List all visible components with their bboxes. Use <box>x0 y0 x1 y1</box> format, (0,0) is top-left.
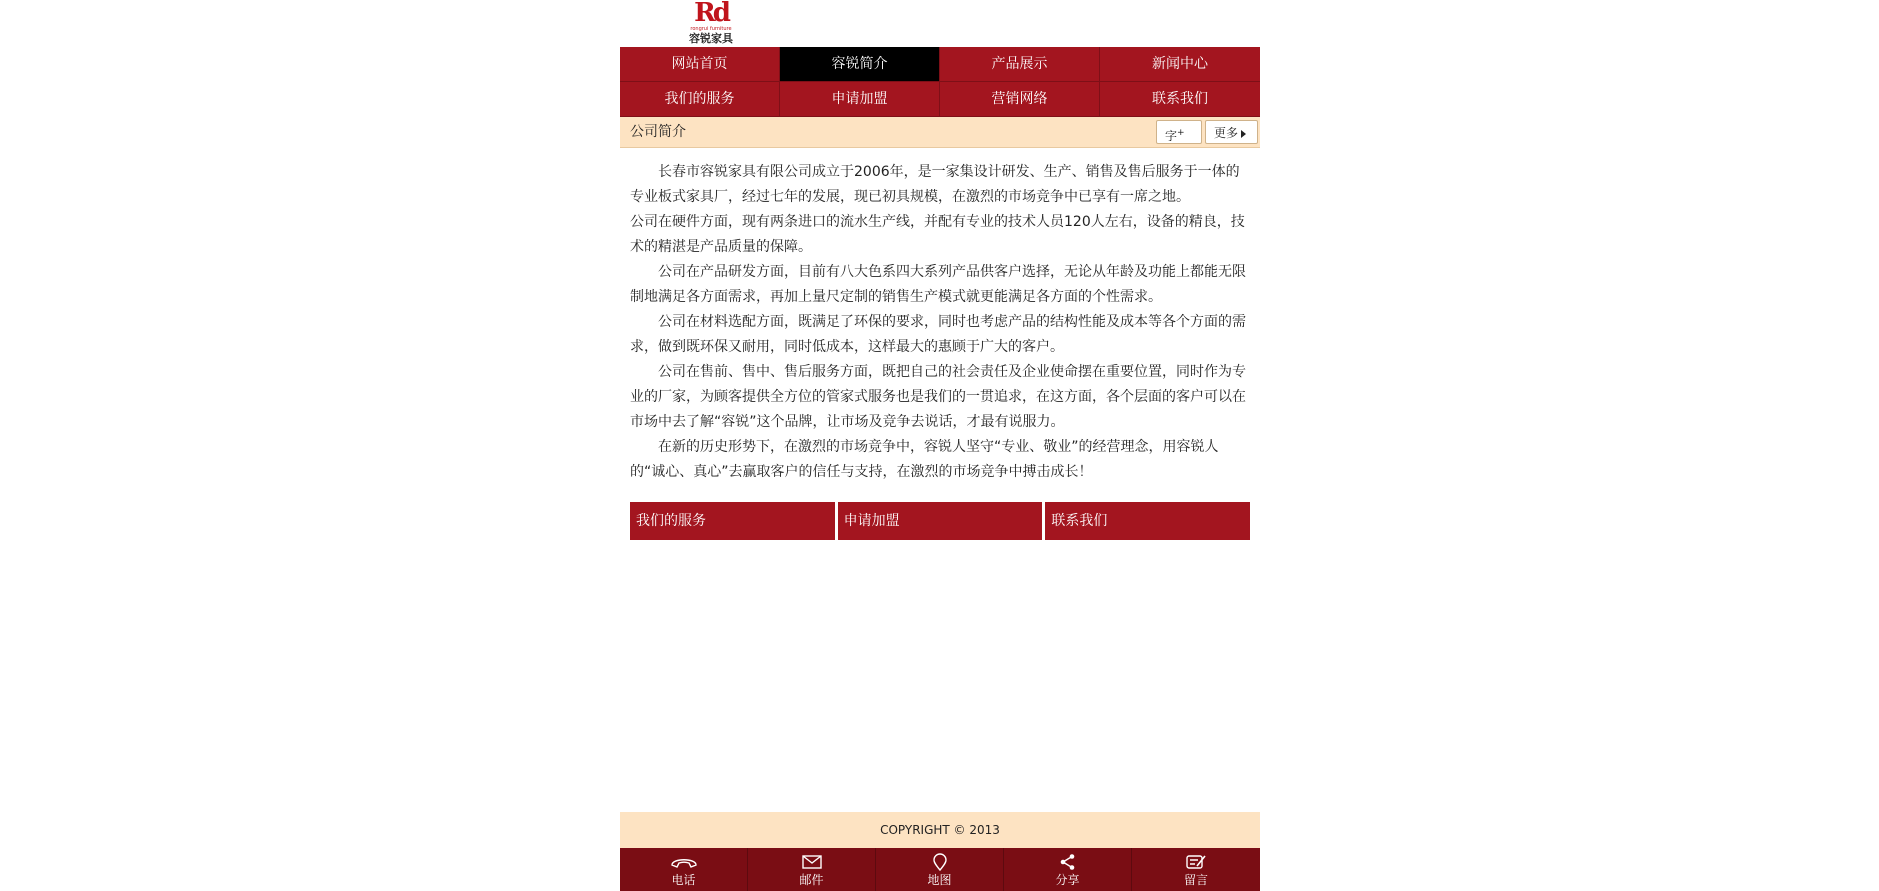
logo-subtitle: rongrui furniture <box>690 26 732 32</box>
font-size-label: 字 <box>1165 129 1178 143</box>
article-paragraph: 公司在售前、售中、售后服务方面，既把自己的社会责任及企业使命摆在重要位置，同时作为专业的厂家，为顾客提供全方位的管家式服务也是我们的一贯追求，在这方面，各个层面的客户可以在市场中去了解“容锐”这个品牌，让市场及竞争去说话，才最有说服力。 <box>630 364 1246 430</box>
nav-item-contact[interactable]: 联系我们 <box>1100 82 1260 117</box>
contact-link-button[interactable]: 联系我们 <box>1045 502 1250 540</box>
services-link-button[interactable]: 我们的服务 <box>630 502 835 540</box>
share-label: 分享 <box>1055 873 1080 887</box>
article-paragraph: 公司在材料选配方面，既满足了环保的要求，同时也考虑产品的结构性能及成本等各个方面的需求，做到既环保又耐用，同时低成本，这样最大的惠顾于广大的客户。 <box>630 314 1246 355</box>
nav-item-services[interactable]: 我们的服务 <box>620 82 780 117</box>
message-button[interactable] <box>1132 848 1260 891</box>
logo-text: 容锐家具 <box>689 32 733 45</box>
plus-icon: + <box>1177 128 1185 138</box>
message-icon <box>1184 853 1208 871</box>
nav-item-network[interactable]: 营销网络 <box>940 82 1100 117</box>
nav-item-news[interactable]: 新闻中心 <box>1100 47 1260 82</box>
main-nav <box>620 47 1260 117</box>
font-size-button[interactable] <box>1156 120 1202 144</box>
section-title-bar <box>620 117 1260 148</box>
copyright: COPYRIGHT © 2013 <box>620 812 1260 848</box>
quick-links <box>630 502 1250 540</box>
more-button[interactable] <box>1205 120 1258 144</box>
article-paragraph: 公司在硬件方面，现有两条进口的流水生产线，并配有专业的技术人员120人左右，设备的精良，技术的精湛是产品质量的保障。 <box>630 214 1245 255</box>
article-paragraph: 长春市容锐家具有限公司成立于2006年，是一家集设计研发、生产、销售及售后服务于一体的专业板式家具厂，经过七年的发展，现已初具规模，在激烈的市场竞争中已享有一席之地。 <box>630 164 1240 205</box>
mail-icon <box>801 853 823 871</box>
mail-label: 邮件 <box>799 873 824 887</box>
franchise-link-button[interactable]: 申请加盟 <box>838 502 1043 540</box>
phone-icon <box>669 853 699 871</box>
nav-item-products[interactable]: 产品展示 <box>940 47 1100 82</box>
article-content <box>620 148 1260 485</box>
share-button[interactable] <box>1004 848 1132 891</box>
mail-button[interactable] <box>748 848 876 891</box>
message-label: 留言 <box>1183 873 1208 887</box>
map-button[interactable] <box>876 848 1004 891</box>
article-paragraph: 在新的历史形势下，在激烈的市场竞争中，容锐人坚守“专业、敬业”的经营理念，用容锐人的“诚心、真心”去赢取客户的信任与支持，在激烈的市场竞争中搏击成长！ <box>630 439 1219 480</box>
nav-item-home[interactable]: 网站首页 <box>620 47 780 82</box>
more-label: 更多 <box>1214 126 1239 140</box>
logo[interactable] <box>686 0 736 46</box>
nav-item-about[interactable]: 容锐简介 <box>780 47 940 82</box>
triangle-right-icon <box>1241 130 1246 138</box>
article-paragraph: 公司在产品研发方面，目前有八大色系四大系列产品供客户选择，无论从年龄及功能上都能无限制地满足各方面需求，再加上量尺定制的销售生产模式就更能满足各方面的个性需求。 <box>630 264 1246 305</box>
phone-label: 电话 <box>671 873 696 887</box>
bottom-action-bar <box>620 848 1260 891</box>
map-label: 地图 <box>927 873 952 887</box>
logo-mark: Rd <box>694 0 728 28</box>
phone-button[interactable] <box>620 848 748 891</box>
share-icon <box>1057 853 1079 871</box>
header <box>620 0 1260 47</box>
page <box>620 0 1260 891</box>
section-title: 公司简介 <box>630 124 686 140</box>
map-pin-icon <box>929 853 951 871</box>
nav-item-franchise[interactable]: 申请加盟 <box>780 82 940 117</box>
